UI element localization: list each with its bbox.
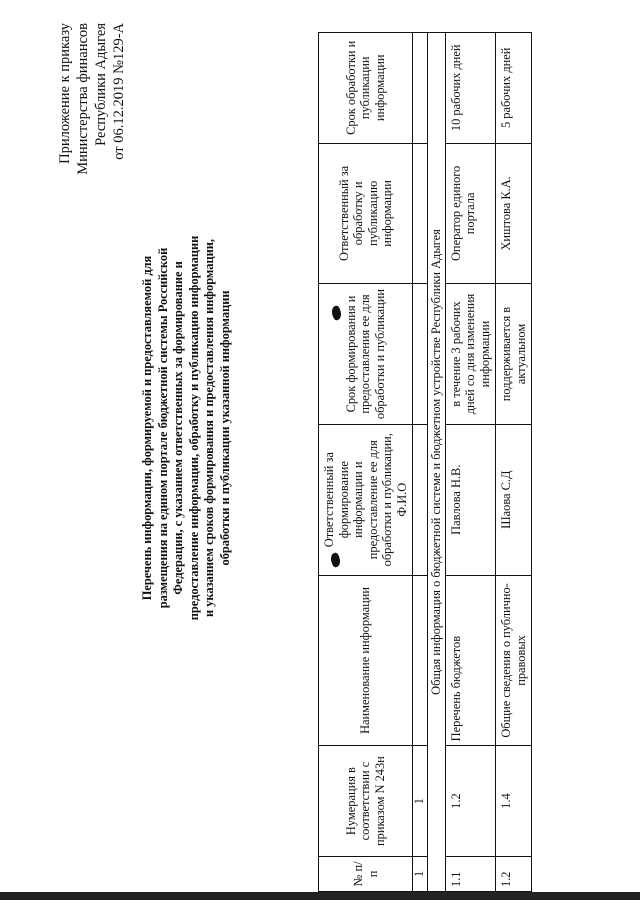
- row-number: 1.2: [496, 856, 532, 891]
- forming-deadline: в течение 3 рабочих дней со дня изменения информации: [445, 284, 496, 425]
- row-number: 1.1: [445, 856, 496, 891]
- column-number: [413, 575, 428, 746]
- order-number: 1.4: [496, 746, 532, 857]
- header-cell: Ответственный за формирование информации и предоставление ее для обработки и публикации, Ф.И.О: [319, 424, 413, 575]
- approval-stamp-text: [56, 23, 128, 223]
- header-cell: Нумерация в соответствии с приказом N 243н: [319, 746, 413, 857]
- approval-line: Министерства финансов: [75, 23, 91, 175]
- responsible-publishing: Хиштова К.А.: [496, 143, 532, 284]
- section-row: [428, 33, 446, 892]
- section-title: Общая информация о бюджетной системе и бюджетном устройстве Республики Адыгея: [428, 33, 446, 892]
- header-cell: Срок обработки и публикации информации: [319, 33, 413, 144]
- responsible-forming: Павлова Н.В.: [445, 424, 496, 575]
- info-name: Общие сведения о публично-правовых: [496, 575, 532, 746]
- order-number: 1.2: [445, 746, 496, 857]
- header-cell: Ответственный за обработку и публикацию информации: [319, 143, 413, 284]
- column-number: [413, 424, 428, 575]
- column-number: 1: [413, 746, 428, 857]
- header-cell: Наименование информации: [319, 575, 413, 746]
- column-number: [413, 143, 428, 284]
- forming-deadline: поддерживается в актуальном: [496, 284, 532, 425]
- approval-line: Республики Адыгея: [93, 23, 109, 146]
- header-cell: Срок формирования и предоставления ее для обработки и публикации: [319, 284, 413, 425]
- info-table: [318, 32, 532, 892]
- responsible-forming: Шаова С.Д: [496, 424, 532, 575]
- column-number-row: [413, 33, 428, 892]
- publishing-deadline: 10 рабочих дней: [445, 33, 496, 144]
- header-cell: № п/п: [319, 856, 413, 891]
- table-row: [445, 33, 496, 892]
- responsible-publishing: Оператор единого портала: [445, 143, 496, 284]
- table-row: [496, 33, 532, 892]
- approval-line: от 06.12.2019 №129-А: [111, 23, 127, 160]
- info-name: Перечень бюджетов: [445, 575, 496, 746]
- approval-line: Приложение к приказу: [57, 23, 73, 164]
- table-header-row: [319, 33, 413, 892]
- publishing-deadline: 5 рабочих дней: [496, 33, 532, 144]
- column-number: [413, 33, 428, 144]
- document-title: Перечень информации, формируемой и предоставляемой для размещения на едином портале бюджетной системы Российской Федерации, с указанием ответственных за формирование и предоставление информации, обработку и публикацию информации и указанием сроков формирования и предоставления информации, обработки и публикации указанной информации: [140, 235, 232, 621]
- column-number: [413, 284, 428, 425]
- column-number: 1: [413, 856, 428, 891]
